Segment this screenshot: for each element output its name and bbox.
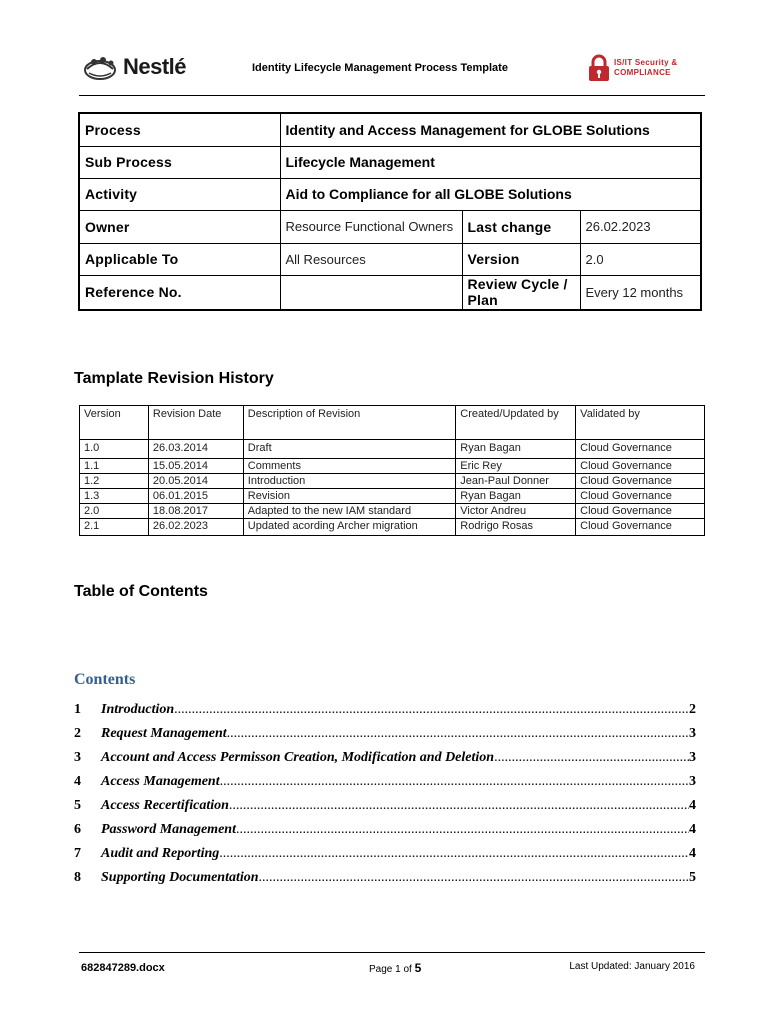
page-header: [79, 48, 705, 96]
toc-page: 4: [689, 798, 696, 813]
toc-page: 3: [689, 726, 696, 741]
toc-leader: [219, 846, 689, 862]
cell-description: Comments: [243, 459, 455, 474]
toc-title[interactable]: Password Management: [101, 822, 236, 837]
cell-created-by: Victor Andreu: [456, 504, 576, 519]
toc-title[interactable]: Access Recertification: [101, 798, 229, 813]
toc-number: 3: [74, 750, 81, 765]
revision-history-table: [79, 405, 705, 536]
cell-validated-by: Cloud Governance: [576, 519, 705, 536]
cell-version: 2.0: [80, 504, 149, 519]
cell-date: 20.05.2014: [148, 474, 243, 489]
owner-value: Resource Functional Owners: [280, 210, 462, 243]
toc-leader: [220, 774, 689, 790]
cell-description: Revision: [243, 489, 455, 504]
toc-number: 1: [74, 702, 81, 717]
process-info-table: [78, 112, 702, 311]
cell-created-by: Ryan Bagan: [456, 440, 576, 459]
toc-title[interactable]: Audit and Reporting: [101, 846, 220, 861]
contents-heading: Contents: [74, 671, 136, 688]
toc-number: 2: [74, 726, 81, 741]
col-revision-date: Revision Date: [148, 406, 243, 440]
cell-validated-by: Cloud Governance: [576, 489, 705, 504]
review-cycle-value: Every 12 months: [580, 275, 701, 310]
cell-validated-by: Cloud Governance: [576, 474, 705, 489]
subprocess-value: Lifecycle Management: [280, 146, 701, 178]
cell-created-by: Rodrigo Rosas: [456, 519, 576, 536]
subprocess-label: Sub Process: [79, 146, 280, 178]
process-label: Process: [79, 113, 280, 146]
toc-entry[interactable]: [74, 822, 696, 846]
toc-page: 4: [689, 846, 696, 861]
version-value: 2.0: [580, 243, 701, 275]
page-prefix: Page 1 of: [369, 964, 412, 975]
cell-date: 06.01.2015: [148, 489, 243, 504]
table-row: [80, 440, 705, 459]
toc-number: 4: [74, 774, 81, 789]
table-row: [80, 459, 705, 474]
toc-number: 6: [74, 822, 81, 837]
owner-label: Owner: [79, 210, 280, 243]
cell-description: Updated acording Archer migration: [243, 519, 455, 536]
toc-title[interactable]: Supporting Documentation: [101, 870, 259, 885]
nestle-logo: [81, 52, 203, 82]
toc-title[interactable]: Access Management: [101, 774, 220, 789]
last-change-label: Last change: [462, 210, 580, 243]
last-change-value: 26.02.2023: [580, 210, 701, 243]
toc-entry[interactable]: [74, 750, 696, 774]
footer-filename: 682847289.docx: [81, 962, 165, 974]
col-validated-by: Validated by: [576, 406, 705, 440]
toc-entry[interactable]: [74, 798, 696, 822]
toc-title[interactable]: Request Management: [101, 726, 227, 741]
toc-leader: [174, 702, 689, 718]
cell-version: 2.1: [80, 519, 149, 536]
nest-birds-icon: [81, 53, 119, 81]
footer-last-updated: Last Updated: January 2016: [569, 961, 695, 972]
toc-entry[interactable]: [74, 726, 696, 750]
revision-history-heading: Tamplate Revision History: [74, 370, 274, 387]
cell-version: 1.2: [80, 474, 149, 489]
cell-description: Draft: [243, 440, 455, 459]
toc-leader: [494, 750, 689, 766]
toc-page: 3: [689, 774, 696, 789]
toc-list: [74, 702, 696, 894]
cell-date: 15.05.2014: [148, 459, 243, 474]
cell-version: 1.3: [80, 489, 149, 504]
toc-title[interactable]: Account and Access Permisson Creation, Modification and Deletion: [101, 750, 495, 765]
toc-number: 5: [74, 798, 81, 813]
activity-value: Aid to Compliance for all GLOBE Solutions: [280, 178, 701, 210]
cell-version: 1.0: [80, 440, 149, 459]
page-footer: [79, 952, 705, 982]
cell-validated-by: Cloud Governance: [576, 504, 705, 519]
version-label: Version: [462, 243, 580, 275]
applicable-to-label: Applicable To: [79, 243, 280, 275]
toc-page: 4: [689, 822, 696, 837]
toc-entry[interactable]: [74, 702, 696, 726]
cell-validated-by: Cloud Governance: [576, 440, 705, 459]
reference-value: [280, 275, 462, 310]
toc-leader: [229, 798, 689, 814]
footer-page-number: [369, 961, 421, 975]
badge-line-1: IS/IT Security &: [614, 58, 678, 67]
toc-number: 7: [74, 846, 81, 861]
brand-name: Nestlé: [123, 54, 187, 79]
cell-date: 26.03.2014: [148, 440, 243, 459]
security-compliance-badge: [588, 52, 704, 84]
toc-title[interactable]: Introduction: [101, 702, 175, 717]
applicable-to-value: All Resources: [280, 243, 462, 275]
col-created-by: Created/Updated by: [456, 406, 576, 440]
table-row: [80, 474, 705, 489]
toc-page: 2: [689, 702, 696, 717]
toc-number: 8: [74, 870, 81, 885]
toc-heading: Table of Contents: [74, 583, 208, 600]
cell-description: Introduction: [243, 474, 455, 489]
page-total: 5: [414, 961, 422, 975]
table-row: [80, 504, 705, 519]
toc-leader: [227, 726, 689, 742]
cell-created-by: Ryan Bagan: [456, 489, 576, 504]
toc-entry[interactable]: [74, 870, 696, 894]
col-description: Description of Revision: [243, 406, 455, 440]
cell-version: 1.1: [80, 459, 149, 474]
process-value: Identity and Access Management for GLOBE Solutions: [280, 113, 701, 146]
reference-label: Reference No.: [79, 275, 280, 310]
toc-page: 3: [689, 750, 696, 765]
document-title: Identity Lifecycle Management Process Template: [252, 62, 508, 74]
table-row: [80, 489, 705, 504]
cell-description: Adapted to the new IAM standard: [243, 504, 455, 519]
toc-leader: [259, 870, 689, 886]
toc-page: 5: [689, 870, 696, 885]
cell-created-by: Jean-Paul Donner: [456, 474, 576, 489]
cell-date: 18.08.2017: [148, 504, 243, 519]
table-row: [80, 519, 705, 536]
review-cycle-label: Review Cycle / Plan: [462, 275, 580, 310]
col-version: Version: [80, 406, 149, 440]
cell-validated-by: Cloud Governance: [576, 459, 705, 474]
toc-entry[interactable]: [74, 774, 696, 798]
padlock-icon: [588, 54, 610, 82]
activity-label: Activity: [79, 178, 280, 210]
toc-leader: [236, 822, 689, 838]
cell-date: 26.02.2023: [148, 519, 243, 536]
toc-entry[interactable]: [74, 846, 696, 870]
badge-line-2: COMPLIANCE: [614, 68, 671, 77]
cell-created-by: Eric Rey: [456, 459, 576, 474]
